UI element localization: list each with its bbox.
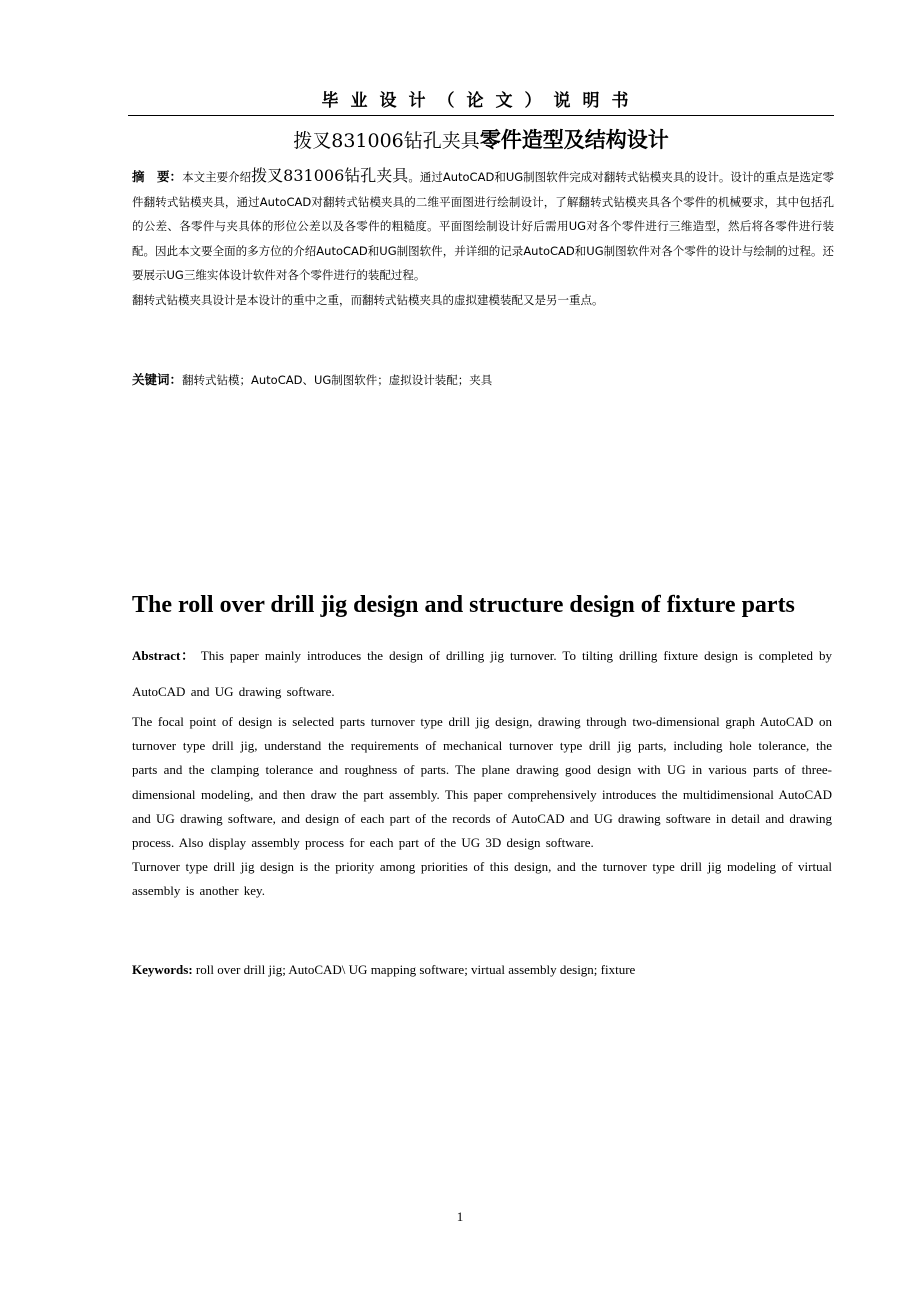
page-header: 毕业设计（论文）说明书 <box>128 86 834 116</box>
chinese-title <box>128 124 834 154</box>
chinese-abstract-body: 。通过AutoCAD和UG制图软件完成对翻转式钻模夹具的设计。设计的重点是选定零件翻转式钻模夹具，通过AutoCAD对翻转式钻模夹具的二维平面图进行绘制设计，了解翻转式钻模夹具各个零件的机械要求，其中包括孔的公差、各零件与夹具体的形位公差以及各零件的粗糙度。平面图绘制设计好后需用UG对各个零件进行三维造型，然后将各零件进行装配。因此本文要全面的多方位的介绍AutoCAD和UG制图软件，并详细的记录AutoCAD和UG制图软件对各个零件的设计与绘制的过程。还要展示UG三维实体设计软件对各个零件进行的装配过程。 <box>132 170 834 282</box>
english-abstract-p1-text: This paper mainly introduces the design of drilling jig turnover. To tilting drilling fixture design is completed by AutoCAD and UG drawing software. <box>132 648 832 699</box>
chinese-keywords-text: 翻转式钻模；AutoCAD、UG制图软件；虚拟设计装配；夹具 <box>182 373 493 387</box>
chinese-abstract-paragraph-2: 翻转式钻模夹具设计是本设计的重中之重，而翻转式钻模夹具的虚拟建模装配又是另一重点。 <box>132 292 604 307</box>
chinese-abstract-subject: 拨叉831006钻孔夹具 <box>251 166 409 185</box>
english-title: The roll over drill jig design and structure design of fixture parts <box>132 592 795 618</box>
chinese-abstract-label: 摘 要： <box>132 169 183 184</box>
chinese-keywords <box>132 368 834 392</box>
chinese-title-prefix: 拨叉831006钻孔夹具 <box>293 130 480 152</box>
chinese-title-bold: 零件造型及结构设计 <box>479 128 669 152</box>
page-number: 1 <box>456 1209 464 1224</box>
chinese-abstract-intro: 本文主要介绍 <box>182 170 252 184</box>
english-keywords-text: roll over drill jig; AutoCAD\ UG mapping software; virtual assembly design; fixture <box>195 962 636 977</box>
chinese-keywords-label: 关键词： <box>132 372 183 387</box>
english-keywords <box>132 958 832 982</box>
english-abstract-paragraph-3: Turnover type drill jig design is the priority among priorities of this design, and the turnover type drill jig modeling of virtual assembly is another key. <box>132 859 832 899</box>
english-keywords-label: Keywords: <box>132 962 193 977</box>
english-abstract-paragraph-2: The focal point of design is selected parts turnover type drill jig design, drawing through two-dimensional graph AutoCAD on turnover type drill jig, understand the requirements of mechanical turnover type drill jig parts, including hole tolerance, the parts and the clamping tolerance and roughness of parts. The plane drawing good design with UG in various parts of three-dimensional modeling, and then draw the part assembly. This paper comprehensively introduces the multidimensional AutoCAD and UG drawing software, and design of each part of the records of AutoCAD and UG drawing software in detail and drawing process. Also display assembly process for each part of the UG 3D design software. <box>132 714 832 851</box>
english-abstract <box>132 638 832 904</box>
chinese-abstract <box>132 164 834 312</box>
chinese-abstract-paragraph-1 <box>132 164 834 288</box>
english-abstract-label: Abstract： <box>132 648 195 663</box>
english-abstract-paragraph-1 <box>132 638 832 710</box>
